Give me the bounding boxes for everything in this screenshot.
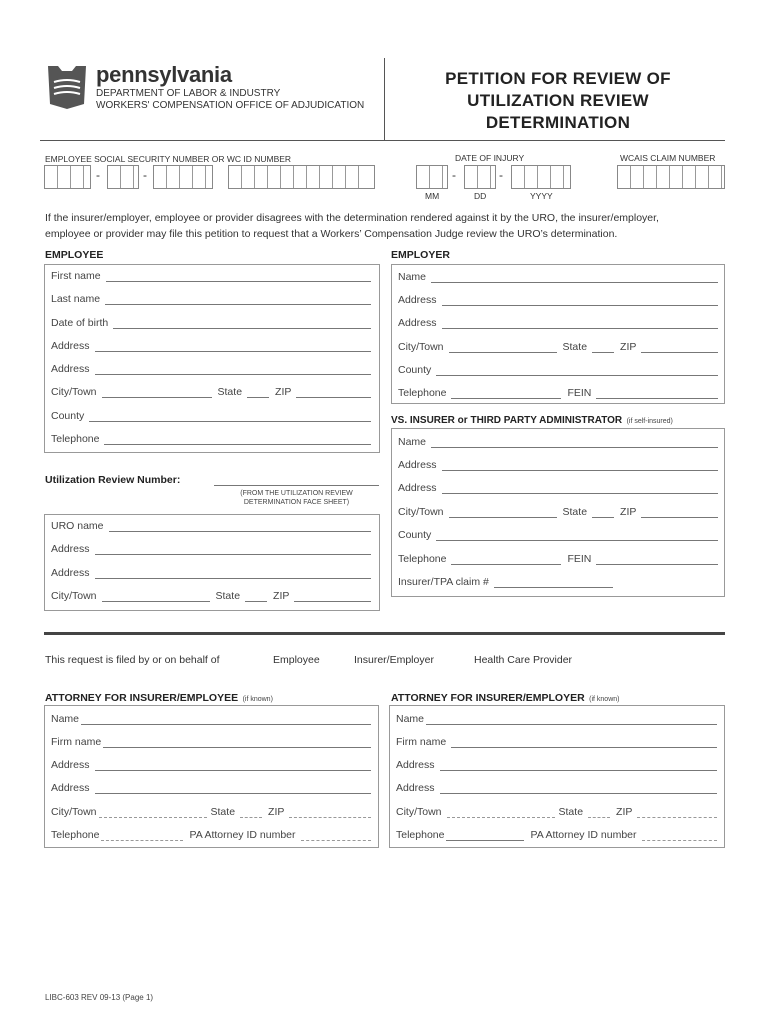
employer-panel — [391, 264, 725, 404]
insurer-telephone-row[interactable] — [398, 553, 718, 565]
insurer-name-label: Name — [398, 436, 427, 448]
uro-city-row[interactable] — [51, 590, 371, 602]
uro-state-label: State — [215, 590, 241, 602]
employer-address1-label: Address — [398, 294, 437, 306]
employer-heading: EMPLOYER — [391, 249, 450, 261]
first-name-label: First name — [51, 270, 101, 282]
doi-dash2: - — [499, 168, 503, 182]
atty-left-state-label: State — [210, 806, 236, 818]
filed-by-label: This request is filed by or on behalf of — [45, 654, 220, 666]
insurer-county-field[interactable] — [398, 529, 718, 541]
doi-label: DATE OF INJURY — [455, 153, 525, 163]
atty-left-address2-field[interactable] — [51, 782, 371, 794]
employer-telephone-label: Telephone — [398, 387, 447, 399]
uro-name-field[interactable] — [51, 520, 371, 532]
atty-left-firm-field[interactable] — [51, 736, 371, 748]
wcais-label: WCAIS CLAIM NUMBER — [620, 153, 716, 163]
atty-right-telephone-label: Telephone — [396, 829, 445, 841]
atty-left-city-label: City/Town — [51, 806, 97, 818]
insurer-claim-label: Insurer/TPA claim # — [398, 576, 489, 588]
dept-line1: DEPARTMENT OF LABOR & INDUSTRY — [96, 88, 281, 99]
zip-label: ZIP — [275, 386, 292, 398]
atty-left-firm-label: Firm name — [51, 736, 102, 748]
title-line3: DETERMINATION — [485, 113, 631, 132]
form-code: LIBC-603 REV 09-13 (Page 1) — [45, 993, 154, 1002]
doi-mm-label: MM — [425, 191, 440, 201]
atty-right-city-label: City/Town — [396, 806, 442, 818]
doi-month-input[interactable] — [416, 165, 448, 189]
employer-name-label: Name — [398, 271, 427, 283]
uro-zip-label: ZIP — [273, 590, 290, 602]
doi-dash1: - — [452, 168, 456, 182]
employee-dob-field[interactable] — [51, 317, 371, 329]
filed-by-employee-option[interactable]: Employee — [273, 654, 320, 666]
atty-right-address1-label: Address — [396, 759, 435, 771]
employer-zip-label: ZIP — [620, 341, 637, 353]
section-divider — [44, 632, 725, 635]
ur-note-line2: DETERMINATION FACE SHEET) — [243, 499, 350, 506]
title-line1: PETITION FOR REVIEW OF — [445, 69, 671, 88]
ur-number-input[interactable] — [214, 485, 379, 486]
employer-address1-field[interactable] — [398, 294, 718, 306]
employee-telephone-field[interactable] — [51, 433, 371, 445]
insurer-heading: VS. INSURER or THIRD PARTY ADMINISTRATOR — [391, 415, 623, 426]
ssn-part1-input[interactable] — [44, 165, 91, 189]
atty-right-firm-field[interactable] — [396, 736, 717, 748]
atty-left-panel — [44, 705, 379, 848]
atty-left-city-row[interactable] — [51, 806, 371, 818]
insurer-heading-row — [391, 410, 673, 428]
atty-right-note: (if known) — [589, 696, 620, 703]
doi-year-input[interactable] — [511, 165, 571, 189]
uro-name-label: URO name — [51, 520, 104, 532]
ssn-label: EMPLOYEE SOCIAL SECURITY NUMBER OR WC ID NUMBER — [45, 154, 292, 164]
insurer-address1-label: Address — [398, 459, 437, 471]
ur-note-line1: (FROM THE UTILIZATION REVIEW — [240, 490, 353, 497]
insurer-telephone-label: Telephone — [398, 553, 447, 565]
insurer-state-label: State — [562, 506, 588, 518]
atty-left-heading: ATTORNEY FOR INSURER/EMPLOYEE — [45, 692, 239, 704]
atty-left-note: (if known) — [242, 696, 273, 703]
wcais-claim-input[interactable] — [617, 165, 725, 189]
employer-city-label: City/Town — [398, 341, 444, 353]
keystone-logo — [46, 64, 88, 110]
employer-name-field[interactable] — [398, 271, 718, 283]
atty-left-address1-label: Address — [51, 759, 90, 771]
doi-dd-label: DD — [474, 191, 487, 201]
last-name-label: Last name — [51, 293, 101, 305]
uro-address2-label: Address — [51, 567, 90, 579]
atty-right-name-label: Name — [396, 713, 425, 725]
intro-line2: employee or provider may file this petition to request that a Workers’ Compensation Judge review the URO’s determination. — [45, 228, 618, 240]
wc-id-input[interactable] — [228, 165, 375, 189]
ssn-dash1: - — [96, 168, 100, 182]
employee-city-row[interactable] — [51, 386, 371, 398]
employee-address2-field[interactable] — [51, 363, 371, 375]
atty-left-telephone-row[interactable] — [51, 829, 371, 841]
insurer-city-label: City/Town — [398, 506, 444, 518]
filed-by-insurer-option[interactable]: Insurer/Employer — [354, 654, 434, 666]
address1-label: Address — [51, 340, 90, 352]
insurer-name-field[interactable] — [398, 436, 718, 448]
employer-telephone-row[interactable] — [398, 387, 718, 399]
atty-left-telephone-label: Telephone — [51, 829, 100, 841]
atty-left-heading-row — [45, 688, 273, 706]
atty-left-name-field[interactable] — [51, 713, 371, 725]
atty-right-name-field[interactable] — [396, 713, 717, 725]
insurer-fein-label: FEIN — [567, 553, 592, 565]
atty-right-address1-field[interactable] — [396, 759, 717, 771]
atty-right-heading: ATTORNEY FOR INSURER/EMPLOYER — [391, 692, 585, 704]
atty-right-address2-field[interactable] — [396, 782, 717, 794]
atty-right-city-row[interactable] — [396, 806, 717, 818]
insurer-address1-field[interactable] — [398, 459, 718, 471]
employee-last-name-field[interactable] — [51, 293, 371, 305]
dept-line2: WORKERS' COMPENSATION OFFICE OF ADJUDICATION — [96, 100, 365, 111]
atty-right-telephone-row[interactable] — [396, 829, 717, 841]
insurer-county-label: County — [398, 529, 432, 541]
atty-right-zip-label: ZIP — [616, 806, 633, 818]
logo-wordmark: pennsylvania — [96, 62, 232, 87]
employer-city-row[interactable] — [398, 341, 718, 353]
insurer-address2-label: Address — [398, 482, 437, 494]
intro-line1: If the insurer/employer, employee or provider disagrees with the determination rendered against it by the URO, the insurer/employer, — [45, 212, 659, 224]
uro-address1-field[interactable] — [51, 543, 371, 555]
employee-address1-field[interactable] — [51, 340, 371, 352]
insurer-address2-field[interactable] — [398, 482, 718, 494]
atty-right-firm-label: Firm name — [396, 736, 447, 748]
employee-county-field[interactable] — [51, 410, 371, 422]
atty-left-pa-id-label: PA Attorney ID number — [189, 829, 296, 841]
uro-address2-field[interactable] — [51, 567, 371, 579]
employer-address2-label: Address — [398, 317, 437, 329]
insurer-city-row[interactable] — [398, 506, 718, 518]
atty-left-address2-label: Address — [51, 782, 90, 794]
telephone-label: Telephone — [51, 433, 100, 445]
ssn-part3-input[interactable] — [153, 165, 213, 189]
city-label: City/Town — [51, 386, 97, 398]
county-label: County — [51, 410, 85, 422]
employee-first-name-field[interactable] — [51, 270, 371, 282]
employer-address2-field[interactable] — [398, 317, 718, 329]
header-divider — [384, 58, 385, 140]
insurer-claim-field[interactable] — [398, 576, 613, 588]
insurer-zip-label: ZIP — [620, 506, 637, 518]
employer-state-label: State — [562, 341, 588, 353]
atty-right-address2-label: Address — [396, 782, 435, 794]
dob-label: Date of birth — [51, 317, 109, 329]
doi-yyyy-label: YYYY — [530, 191, 553, 201]
intro-text — [45, 210, 735, 242]
ur-number-label: Utilization Review Number: — [45, 474, 181, 486]
employee-heading: EMPLOYEE — [45, 249, 104, 261]
atty-left-name-label: Name — [51, 713, 80, 725]
employer-county-field[interactable] — [398, 364, 718, 376]
state-label: State — [217, 386, 243, 398]
ur-note — [214, 489, 379, 507]
page-title — [388, 68, 728, 134]
doi-day-input[interactable] — [464, 165, 496, 189]
filed-by-provider-option[interactable]: Health Care Provider — [474, 654, 573, 666]
employer-county-label: County — [398, 364, 432, 376]
atty-left-zip-label: ZIP — [268, 806, 285, 818]
atty-right-heading-row — [391, 688, 619, 706]
uro-city-label: City/Town — [51, 590, 97, 602]
ssn-dash2: - — [143, 168, 147, 182]
ssn-part2-input[interactable] — [107, 165, 139, 189]
address2-label: Address — [51, 363, 90, 375]
title-line2: UTILIZATION REVIEW — [467, 91, 649, 110]
uro-address1-label: Address — [51, 543, 90, 555]
atty-right-panel — [389, 705, 725, 848]
atty-left-address1-field[interactable] — [51, 759, 371, 771]
atty-right-state-label: State — [558, 806, 584, 818]
header-rule — [40, 140, 725, 141]
insurer-heading-note: (if self-insured) — [626, 418, 673, 425]
employer-fein-label: FEIN — [567, 387, 592, 399]
atty-right-pa-id-label: PA Attorney ID number — [530, 829, 637, 841]
